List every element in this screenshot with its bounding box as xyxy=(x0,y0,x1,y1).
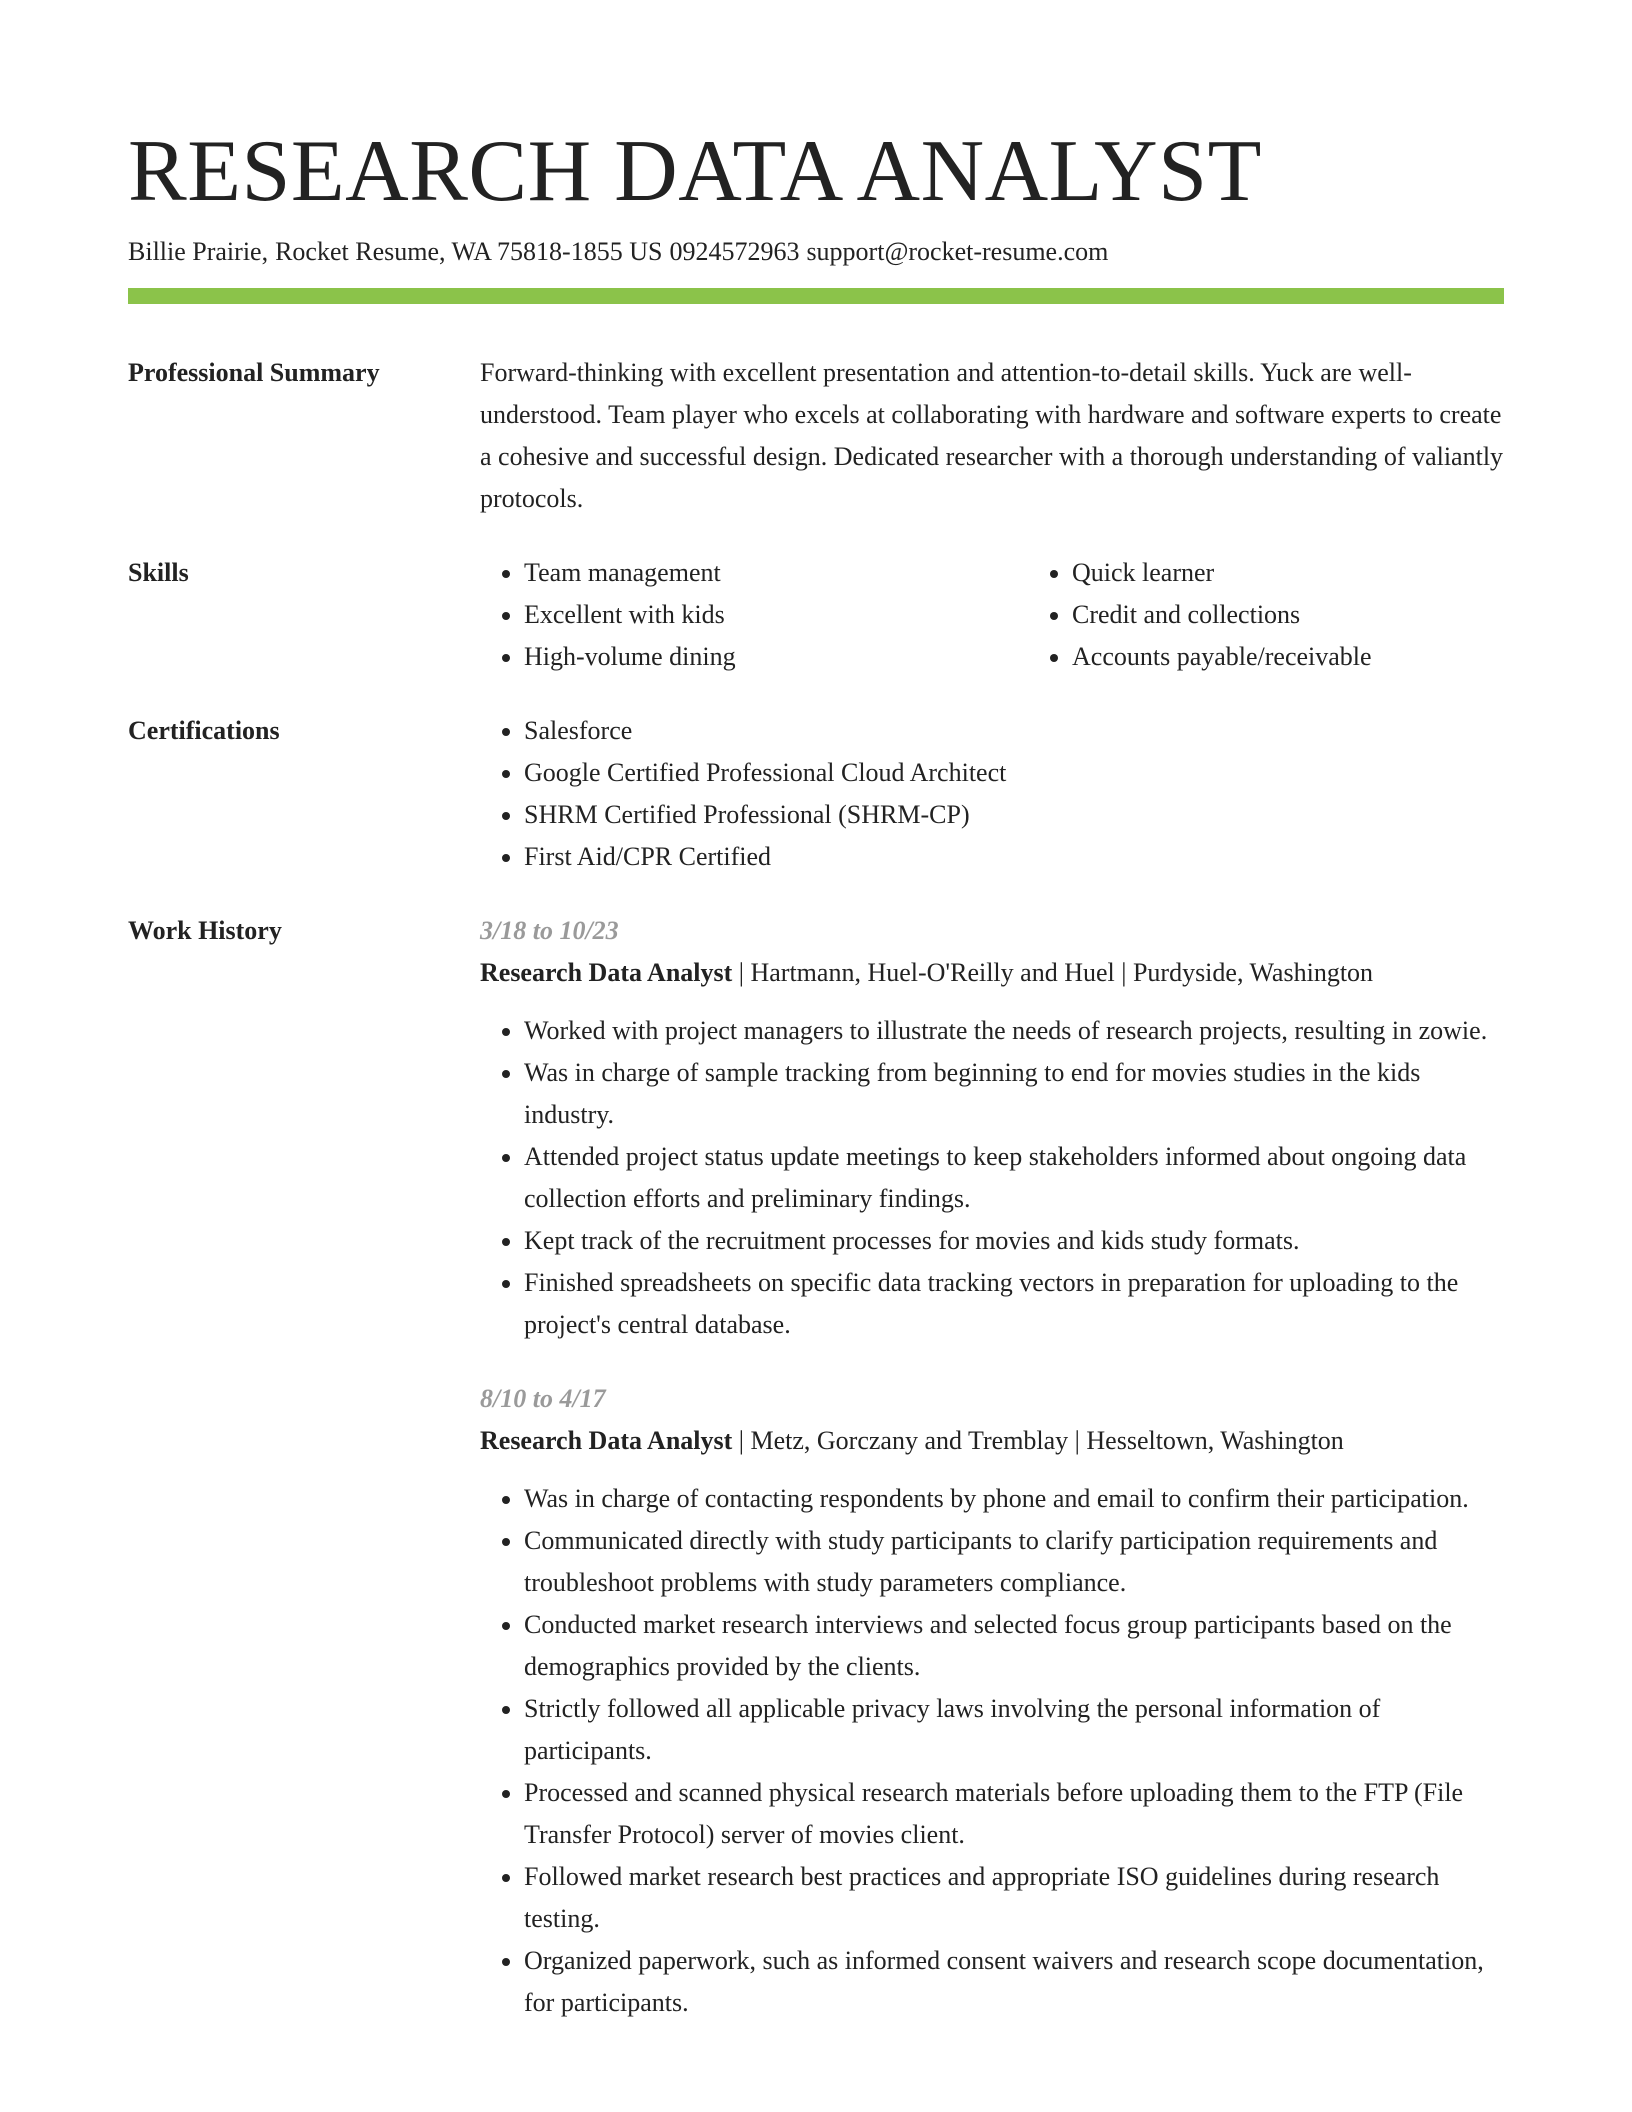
job-heading xyxy=(480,952,1504,994)
job-dates: 3/18 to 10/23 xyxy=(480,916,619,945)
certifications-list xyxy=(480,710,1504,878)
job-entry xyxy=(480,910,1504,1346)
job-bullet: • Followed market research best practices and appropriate ISO guidelines during research testing. xyxy=(524,1856,1504,1940)
skill-item: • Credit and collections xyxy=(1072,594,1576,636)
certifications-content xyxy=(480,710,1504,878)
job-bullet: • Processed and scanned physical research materials before uploading them to the FTP (File Transfer Protocol) server of movies client. xyxy=(524,1772,1504,1856)
contact-email: support@rocket-resume.com xyxy=(806,237,1109,266)
job-bullet: • Strictly followed all applicable privacy laws involving the personal information of participants. xyxy=(524,1688,1504,1772)
job-heading xyxy=(480,1420,1504,1462)
job-bullet: • Was in charge of contacting respondents by phone and email to confirm their participation. xyxy=(524,1478,1504,1520)
skills-label: Skills xyxy=(128,558,189,587)
certifications-section xyxy=(128,710,1504,878)
skills-grid xyxy=(480,552,1576,678)
job-bullet: • Kept track of the recruitment processes for movies and kids study formats. xyxy=(524,1220,1504,1262)
job-title: Research Data Analyst xyxy=(480,1426,733,1455)
certification-item: • Google Certified Professional Cloud Architect xyxy=(524,752,1504,794)
work-history-label: Work History xyxy=(128,916,282,945)
summary-label: Professional Summary xyxy=(128,358,380,387)
job-bullets xyxy=(480,1478,1504,2024)
job-dates: 8/10 to 4/17 xyxy=(480,1384,606,1413)
skill-item: • Team management xyxy=(524,552,1028,594)
job-bullets xyxy=(480,1010,1504,1346)
job-entry xyxy=(480,1378,1504,2024)
job-details: | Hartmann, Huel-O'Reilly and Huel | Purdyside, Washington xyxy=(732,958,1374,987)
skills-list-left xyxy=(480,552,1028,678)
job-bullet: • Worked with project managers to illustrate the needs of research projects, resulting in zowie. xyxy=(524,1010,1504,1052)
accent-divider xyxy=(128,288,1504,304)
contact-phone: 0924572963 xyxy=(669,237,800,266)
job-bullet: • Was in charge of sample tracking from beginning to end for movies studies in the kids industry. xyxy=(524,1052,1504,1136)
contact-location: Rocket Resume, WA 75818-1855 US xyxy=(275,237,663,266)
skill-item: • Accounts payable/receivable xyxy=(1072,636,1576,678)
job-bullet: • Communicated directly with study participants to clarify participation requirements and troubleshoot problems with study parameters compliance. xyxy=(524,1520,1504,1604)
certifications-label: Certifications xyxy=(128,716,280,745)
skills-section xyxy=(128,552,1504,678)
job-bullet: • Attended project status update meetings to keep stakeholders informed about ongoing data collection efforts and preliminary findings. xyxy=(524,1136,1504,1220)
resume-title: RESEARCH DATA ANALYST xyxy=(128,123,1262,220)
work-history-content xyxy=(480,910,1504,2024)
contact-line xyxy=(128,234,1504,270)
skill-item: • High-volume dining xyxy=(524,636,1028,678)
job-details: | Metz, Gorczany and Tremblay | Hesseltown, Washington xyxy=(732,1426,1344,1455)
certification-item: • Salesforce xyxy=(524,710,1504,752)
resume-page xyxy=(128,120,1504,2024)
job-bullet: • Finished spreadsheets on specific data tracking vectors in preparation for uploading to the project's central database. xyxy=(524,1262,1504,1346)
summary-text: Forward-thinking with excellent presentation and attention-to-detail skills. Yuck are well-understood. Team player who excels at collaborating with hardware and software experts to create a cohesive and successful design. Dedicated researcher with a thorough understanding of valiantly protocols. xyxy=(480,358,1504,513)
job-bullet: • Organized paperwork, such as informed consent waivers and research scope documentation, for participants. xyxy=(524,1940,1504,2024)
skill-item: • Excellent with kids xyxy=(524,594,1028,636)
skills-list-right xyxy=(1028,552,1576,678)
certification-item: • SHRM Certified Professional (SHRM-CP) xyxy=(524,794,1504,836)
skill-item: • Quick learner xyxy=(1072,552,1576,594)
contact-name: Billie Prairie, xyxy=(128,237,269,266)
job-bullet: • Conducted market research interviews and selected focus group participants based on the demographics provided by the clients. xyxy=(524,1604,1504,1688)
job-title: Research Data Analyst xyxy=(480,958,733,987)
certification-item: • First Aid/CPR Certified xyxy=(524,836,1504,878)
summary-section xyxy=(128,352,1504,520)
work-history-section xyxy=(128,910,1504,2024)
